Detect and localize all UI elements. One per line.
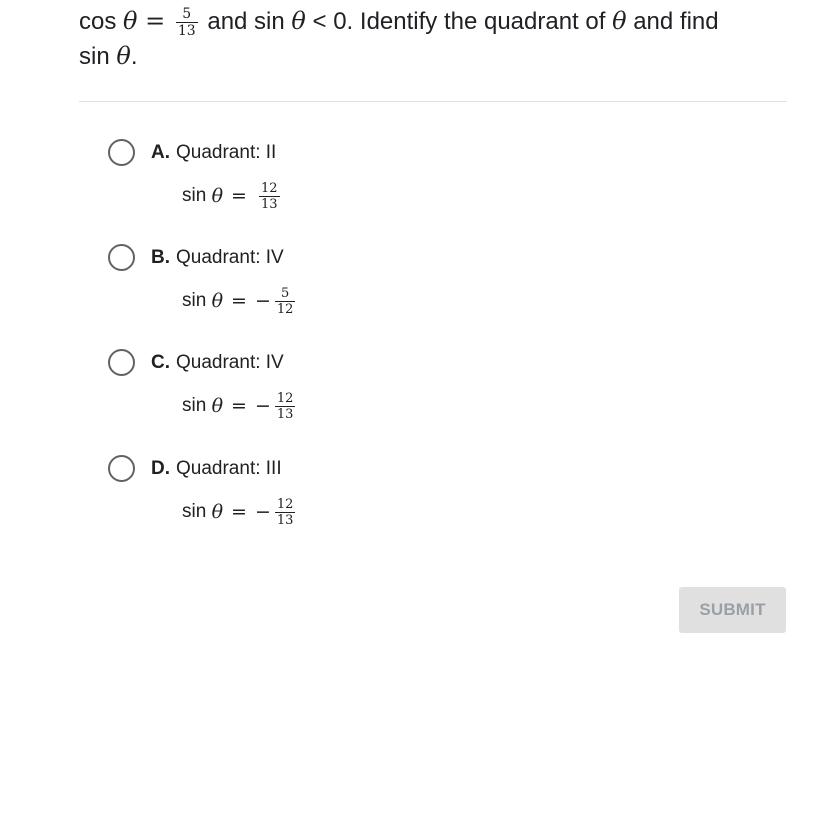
option-b-den: 12 xyxy=(276,301,294,317)
option-b-label: Quadrant: IV xyxy=(176,247,284,268)
option-b-letter: B. xyxy=(151,247,170,268)
option-c-equals: = xyxy=(231,395,247,417)
option-d-num: 12 xyxy=(276,496,294,512)
option-a-answer xyxy=(182,181,283,211)
question-line2-sin: sin xyxy=(79,43,117,70)
question-theta-1: θ xyxy=(123,7,138,35)
option-d-header xyxy=(151,457,282,481)
option-a-theta: θ xyxy=(211,185,224,207)
question-cos: cos xyxy=(79,8,124,35)
option-b-header xyxy=(151,246,284,270)
option-a-fraction xyxy=(259,182,280,211)
option-c-answer xyxy=(182,391,298,421)
option-a-sin: sin xyxy=(182,185,207,206)
option-d-answer xyxy=(182,497,298,527)
question-fraction-num: 5 xyxy=(182,6,192,23)
option-b-theta: θ xyxy=(211,290,224,312)
divider xyxy=(79,101,787,102)
option-b-answer xyxy=(182,286,298,316)
option-c-sin: sin xyxy=(182,395,207,416)
question-equals: = xyxy=(137,7,173,35)
option-c-label: Quadrant: IV xyxy=(176,352,284,373)
option-c-theta: θ xyxy=(211,395,224,417)
option-b-sin: sin xyxy=(182,290,207,311)
option-c-sign: − xyxy=(254,395,271,417)
radio-button-a[interactable] xyxy=(108,139,135,166)
question-text xyxy=(79,4,779,74)
question-mid-1: and sin xyxy=(200,8,292,35)
option-a-label: Quadrant: II xyxy=(176,142,277,163)
question-fraction xyxy=(176,7,198,38)
option-b-num: 5 xyxy=(281,285,290,301)
option-d-theta: θ xyxy=(211,501,224,523)
question-fraction-den: 13 xyxy=(177,23,196,40)
question-theta-4: θ xyxy=(116,42,131,70)
option-c-fraction xyxy=(275,392,296,421)
option-a-num: 12 xyxy=(260,180,278,196)
question-mid-2: < 0. Identify the quadrant of xyxy=(305,8,613,35)
option-b-sign: − xyxy=(254,290,271,312)
option-c-header xyxy=(151,351,284,375)
question-theta-3: θ xyxy=(612,7,627,35)
option-d-letter: D. xyxy=(151,458,170,479)
option-a-equals: = xyxy=(231,185,247,207)
radio-button-d[interactable] xyxy=(108,455,135,482)
question-mid-3: and find xyxy=(626,8,719,35)
option-d-label: Quadrant: III xyxy=(176,458,282,479)
option-d-equals: = xyxy=(231,501,247,523)
radio-button-c[interactable] xyxy=(108,349,135,376)
question-line2-end: . xyxy=(130,43,138,70)
submit-button[interactable]: SUBMIT xyxy=(679,587,786,633)
option-c-num: 12 xyxy=(276,390,294,406)
option-d-fraction xyxy=(275,498,296,527)
question-theta-2: θ xyxy=(291,7,306,35)
option-a-den: 13 xyxy=(260,196,278,212)
option-d-sin: sin xyxy=(182,501,207,522)
option-a-letter: A. xyxy=(151,142,170,163)
option-b-fraction xyxy=(275,287,296,316)
option-c-letter: C. xyxy=(151,352,170,373)
option-d-den: 13 xyxy=(276,512,294,528)
option-c-den: 13 xyxy=(276,406,294,422)
option-d-sign: − xyxy=(254,501,271,523)
radio-button-b[interactable] xyxy=(108,244,135,271)
option-b-equals: = xyxy=(231,290,247,312)
option-a-header xyxy=(151,141,276,165)
